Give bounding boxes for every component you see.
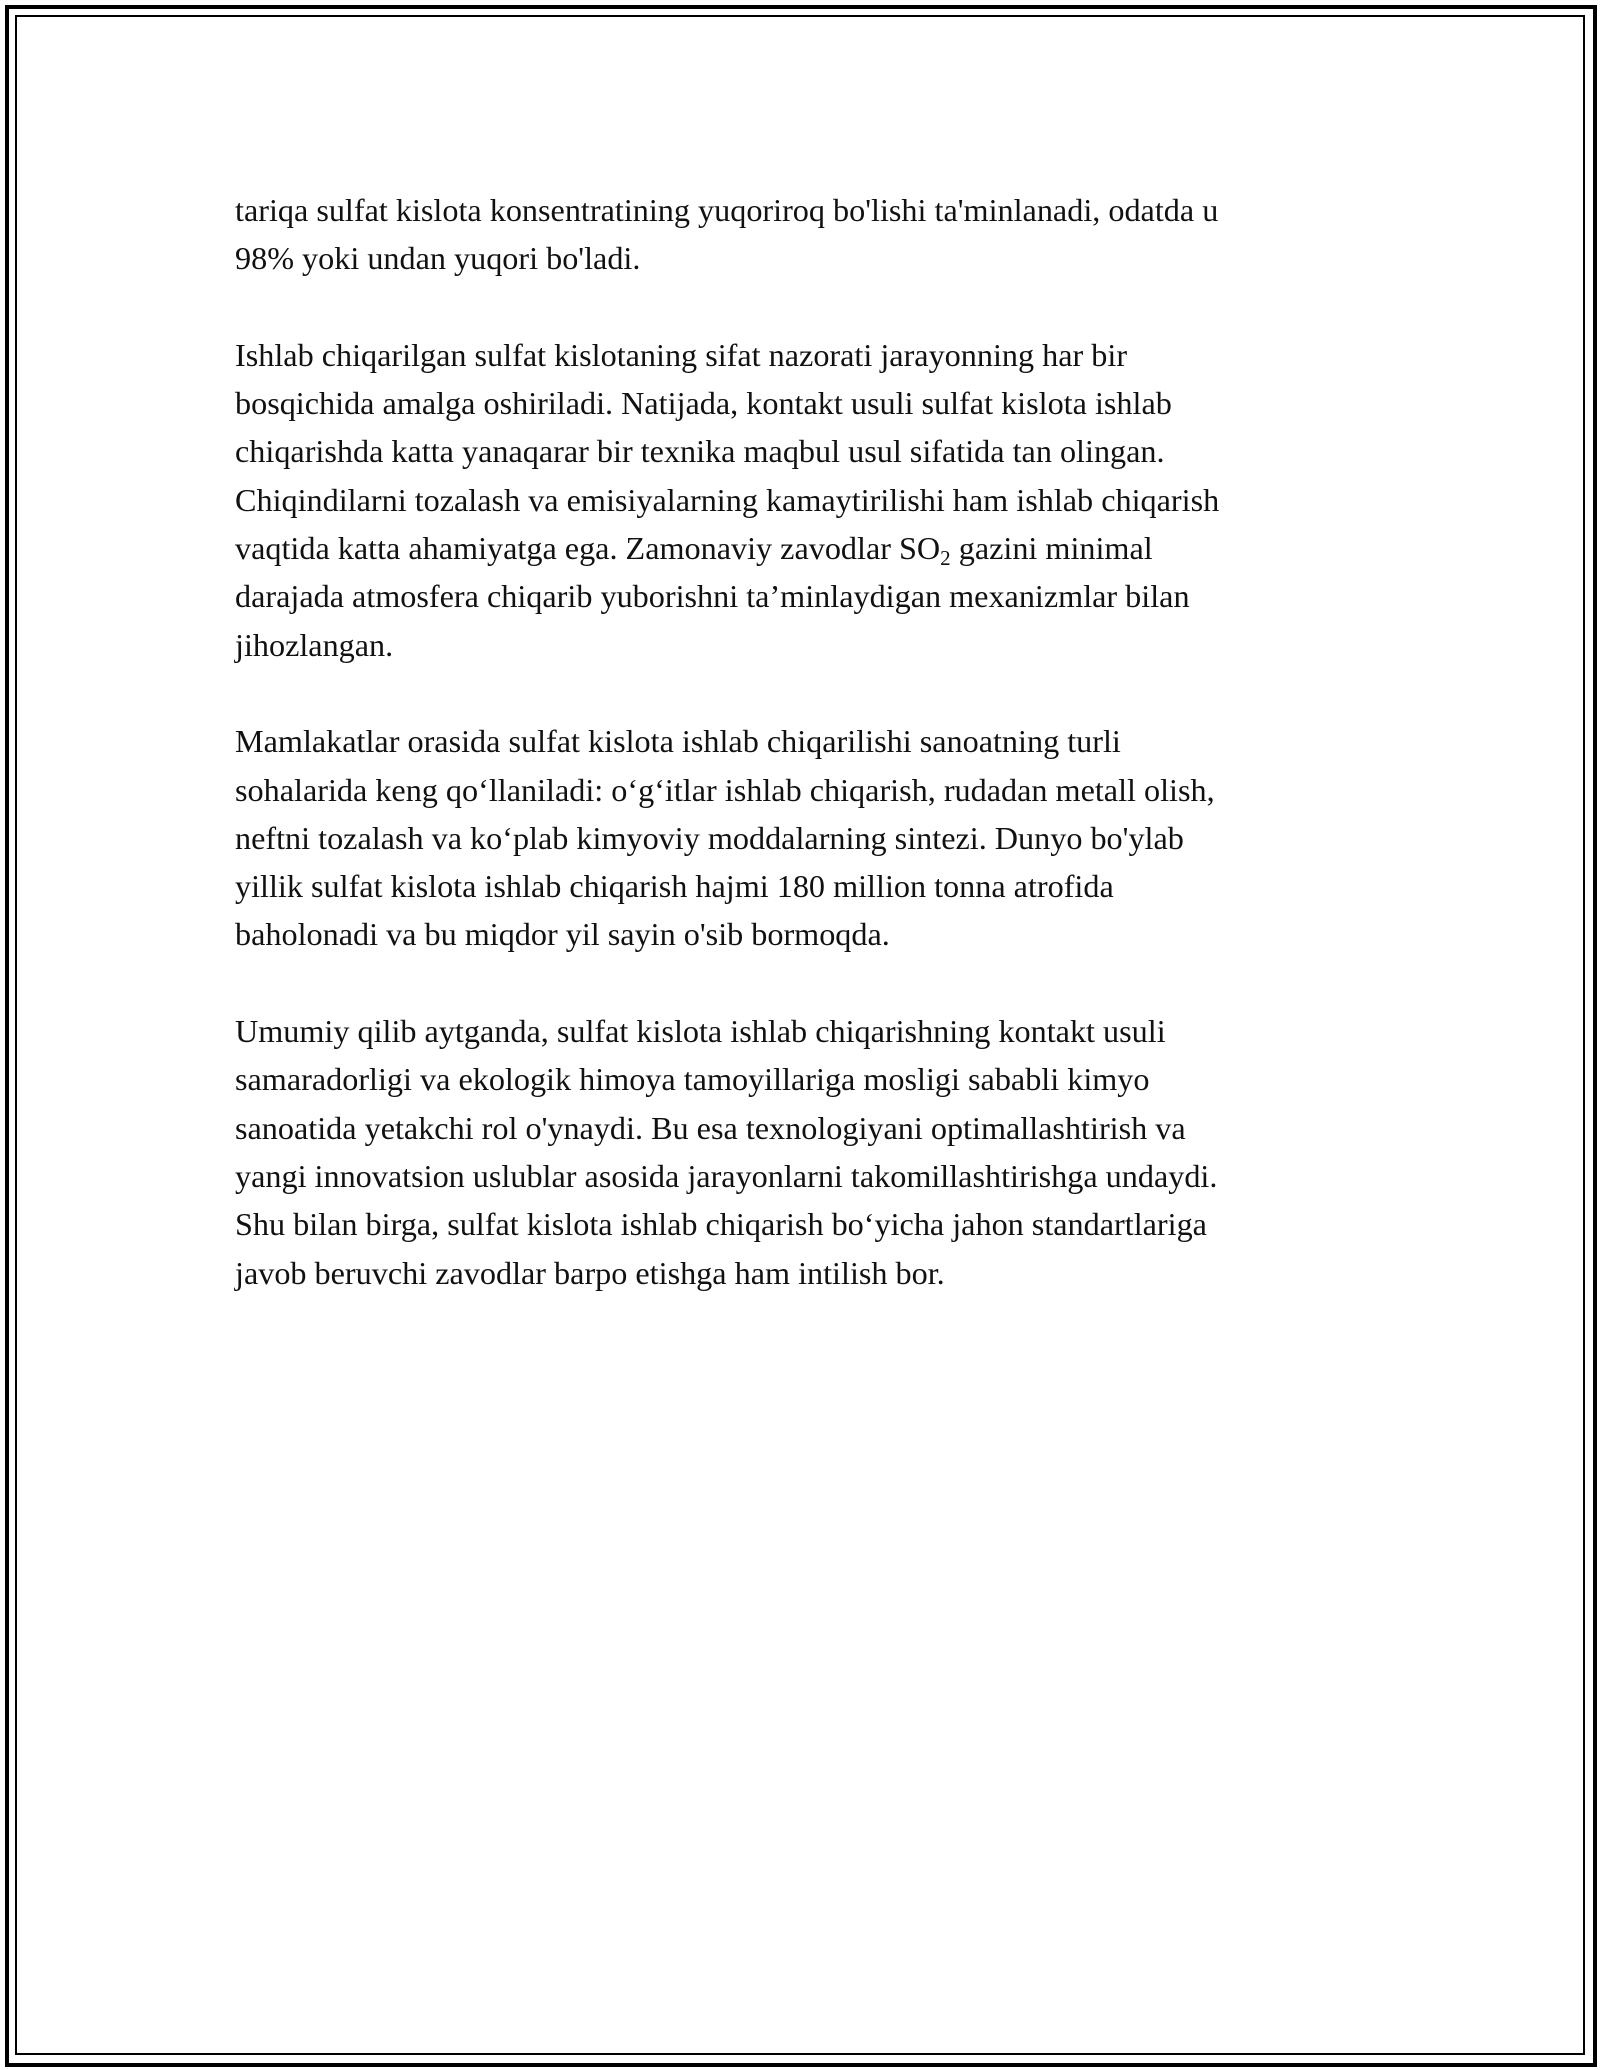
paragraph-2 — [235, 331, 1365, 669]
document-body — [235, 186, 1365, 1345]
text-line: bosqichida amalga oshiriladi. Natijada, kontakt usuli sulfat kislota ishlab — [235, 385, 1172, 422]
text-line: Umumiy qilib aytganda, sulfat kislota ishlab chiqarishning kontakt usuli — [235, 1013, 1166, 1050]
text-line: Mamlakatlar orasida sulfat kislota ishlab chiqarilishi sanoatning turli — [235, 723, 1121, 760]
so2-text-after: gazini minimal — [950, 530, 1153, 567]
text-line: tariqa sulfat kislota konsentratining yuqoriroq bo'lishi ta'minlanadi, odatda u — [235, 192, 1219, 228]
text-line: yillik sulfat kislota ishlab chiqarish hajmi 180 million tonna atrofida — [235, 868, 1114, 905]
text-line: 98% yoki undan yuqori bo'ladi. — [235, 240, 641, 277]
so2-text-before: vaqtida katta ahamiyatga ega. Zamonaviy zavodlar SO — [235, 530, 941, 567]
text-line-so2 — [235, 524, 1365, 572]
text-line: jihozlangan. — [235, 626, 394, 663]
text-line: chiqarishda katta yanaqarar bir texnika maqbul usul sifatida tan olingan. — [235, 433, 1165, 470]
text-line: samaradorligi va ekologik himoya tamoyillariga mosligi sababli kimyo — [235, 1061, 1150, 1098]
text-line: Chiqindilarni tozalash va emisiyalarning kamaytirilishi ham ishlab chiqarish — [235, 481, 1220, 518]
text-line: sanoatida yetakchi rol o'ynaydi. Bu esa texnologiyani optimallashtirish va — [235, 1109, 1186, 1146]
paragraph-4 — [235, 1007, 1365, 1297]
text-line: Ishlab chiqarilgan sulfat kislotaning sifat nazorati jarayonning har bir — [235, 336, 1128, 373]
text-line: baholonadi va bu miqdor yil sayin o'sib bormoqda. — [235, 916, 890, 953]
text-line: neftni tozalash va ko‘plab kimyoviy moddalarning sintezi. Dunyo bo'ylab — [235, 819, 1184, 856]
text-line: sohalarida keng qo‘llaniladi: o‘g‘itlar ishlab chiqarish, rudadan metall olish, — [235, 771, 1215, 808]
paragraph-3 — [235, 717, 1365, 958]
text-line: yangi innovatsion uslublar asosida jarayonlarni takomillashtirishga undaydi. — [235, 1157, 1218, 1194]
text-line: javob beruvchi zavodlar barpo etishga ham intilish bor. — [235, 1254, 945, 1291]
text-line: darajada atmosfera chiqarib yuborishni ta’minlaydigan mexanizmlar bilan — [235, 578, 1190, 615]
paragraph-1 — [235, 186, 1365, 283]
text-line: Shu bilan birga, sulfat kislota ishlab chiqarish bo‘yicha jahon standartlariga — [235, 1206, 1207, 1243]
so2-subscript: 2 — [940, 546, 951, 571]
